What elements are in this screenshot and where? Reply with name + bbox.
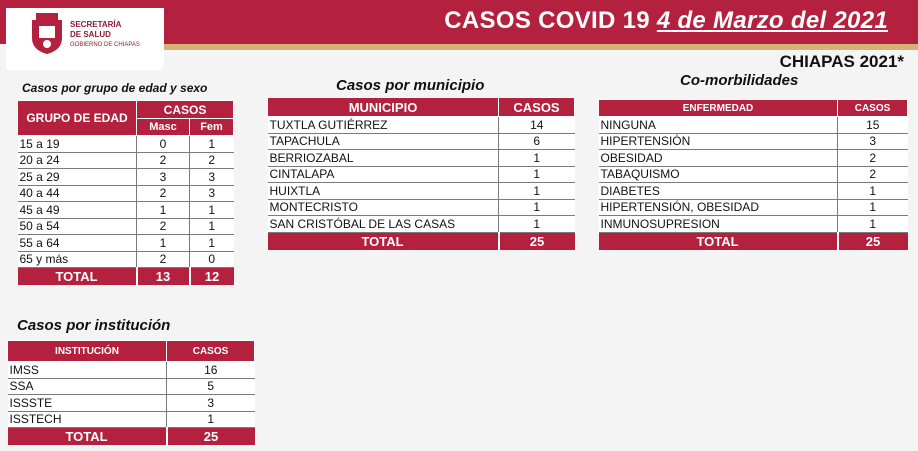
total-label: TOTAL — [8, 428, 167, 446]
municipality-cases: 1 — [499, 216, 575, 233]
table-row — [268, 183, 575, 200]
disease-cases: 3 — [838, 133, 908, 150]
institution-name: IMSS — [8, 362, 167, 379]
table-row — [599, 133, 908, 150]
total-value: 25 — [499, 232, 575, 250]
coat-of-arms-icon — [26, 10, 68, 56]
table-row — [599, 216, 908, 233]
table-row — [599, 183, 908, 200]
total-value: 25 — [838, 232, 908, 250]
logo-line-2: DE SALUD — [70, 30, 111, 39]
age-group-label: 20 a 24 — [18, 152, 137, 169]
female-count: 3 — [190, 185, 234, 202]
municipality-cases-header: CASOS — [499, 98, 575, 117]
institution-table — [7, 340, 255, 445]
cases-header: CASOS — [137, 101, 234, 119]
disease-name: HIPERTENSIÓN, OBESIDAD — [599, 199, 838, 216]
table-row — [18, 169, 234, 186]
municipality-section-title: Casos por municipio — [336, 77, 485, 94]
municipality-cases: 1 — [499, 183, 575, 200]
total-label: TOTAL — [18, 268, 137, 286]
age-group-label: 45 a 49 — [18, 202, 137, 219]
institution-cases-header: CASOS — [167, 341, 255, 362]
table-row — [18, 218, 234, 235]
disease-name: NINGUNA — [599, 117, 838, 134]
report-title — [444, 7, 888, 35]
female-count: 1 — [190, 218, 234, 235]
municipality-cases: 6 — [499, 133, 575, 150]
disease-cases: 2 — [838, 166, 908, 183]
institution-section-title: Casos por institución — [17, 317, 171, 334]
age-group-header: GRUPO DE EDAD — [18, 101, 137, 136]
table-row — [18, 152, 234, 169]
total-row — [268, 232, 575, 250]
disease-cases: 15 — [838, 117, 908, 134]
table-row — [599, 199, 908, 216]
female-count: 1 — [190, 202, 234, 219]
table-row — [268, 216, 575, 233]
institution-cases: 16 — [167, 362, 255, 379]
disease-name: TABAQUISMO — [599, 166, 838, 183]
male-count: 2 — [137, 185, 190, 202]
table-row — [8, 362, 255, 379]
male-count: 1 — [137, 235, 190, 252]
female-count: 1 — [190, 136, 234, 153]
table-row — [599, 150, 908, 167]
comorbidity-cases-header: CASOS — [838, 100, 908, 117]
municipality-name: SAN CRISTÓBAL DE LAS CASAS — [268, 216, 499, 233]
municipality-cases: 1 — [499, 150, 575, 167]
logo-text — [70, 20, 140, 50]
comorbidity-table — [598, 99, 908, 250]
table-row — [8, 378, 255, 395]
health-ministry-logo — [6, 8, 164, 70]
municipality-name: TAPACHULA — [268, 133, 499, 150]
municipality-name: MONTECRISTO — [268, 199, 499, 216]
disease-name: INMUNOSUPRESION — [599, 216, 838, 233]
header — [0, 0, 918, 78]
institution-name: ISSSTE — [8, 395, 167, 412]
disease-cases: 2 — [838, 150, 908, 167]
institution-cases: 1 — [167, 411, 255, 428]
report-date: 4 de Marzo del 2021 — [656, 7, 888, 34]
age-group-label: 65 y más — [18, 251, 137, 268]
female-count: 0 — [190, 251, 234, 268]
table-row — [268, 117, 575, 134]
table-row — [8, 411, 255, 428]
total-label: TOTAL — [599, 232, 838, 250]
age-group-label: 50 a 54 — [18, 218, 137, 235]
municipality-cases: 1 — [499, 199, 575, 216]
female-header: Fem — [190, 119, 234, 136]
municipality-name: CINTALAPA — [268, 166, 499, 183]
municipality-cases: 14 — [499, 117, 575, 134]
male-header: Masc — [137, 119, 190, 136]
table-row — [268, 133, 575, 150]
female-count: 1 — [190, 235, 234, 252]
table-row — [268, 166, 575, 183]
male-count: 0 — [137, 136, 190, 153]
gold-stripe — [160, 44, 918, 50]
male-count: 1 — [137, 202, 190, 219]
total-value: 25 — [167, 428, 255, 446]
disease-cases: 1 — [838, 199, 908, 216]
municipality-name: TUXTLA GUTIÉRREZ — [268, 117, 499, 134]
disease-cases: 1 — [838, 183, 908, 200]
male-count: 2 — [137, 218, 190, 235]
table-row — [599, 117, 908, 134]
institution-name: SSA — [8, 378, 167, 395]
table-row — [8, 395, 255, 412]
logo-line-3: GOBIERNO DE CHIAPAS — [70, 42, 140, 48]
municipality-table — [267, 97, 575, 250]
table-row — [18, 251, 234, 268]
disease-cases: 1 — [838, 216, 908, 233]
municipality-header: MUNICIPIO — [268, 98, 499, 117]
age-group-label: 55 a 64 — [18, 235, 137, 252]
age-section-title: Casos por grupo de edad y sexo — [22, 81, 208, 95]
logo-line-1: SECRETARÍA — [70, 20, 122, 29]
institution-cases: 5 — [167, 378, 255, 395]
institution-name: ISSTECH — [8, 411, 167, 428]
male-count: 2 — [137, 251, 190, 268]
age-group-label: 40 a 44 — [18, 185, 137, 202]
disease-name: DIABETES — [599, 183, 838, 200]
total-row — [599, 232, 908, 250]
disease-header: ENFERMEDAD — [599, 100, 838, 117]
table-row — [18, 202, 234, 219]
total-row — [8, 428, 255, 446]
table-row — [18, 235, 234, 252]
total-row — [18, 268, 234, 286]
table-row — [599, 166, 908, 183]
table-row — [18, 136, 234, 153]
age-sex-table — [17, 100, 234, 285]
age-group-label: 15 a 19 — [18, 136, 137, 153]
table-row — [268, 150, 575, 167]
table-row — [18, 185, 234, 202]
state-year-title: CHIAPAS 2021* — [779, 52, 904, 71]
municipality-cases: 1 — [499, 166, 575, 183]
table-row — [268, 199, 575, 216]
age-group-label: 25 a 29 — [18, 169, 137, 186]
disease-name: OBESIDAD — [599, 150, 838, 167]
municipality-name: BERRIOZABAL — [268, 150, 499, 167]
female-count: 2 — [190, 152, 234, 169]
institution-cases: 3 — [167, 395, 255, 412]
report-title-prefix: CASOS COVID 19 — [444, 7, 650, 34]
institution-header: INSTITUCIÓN — [8, 341, 167, 362]
disease-name: HIPERTENSIÓN — [599, 133, 838, 150]
total-female: 12 — [190, 268, 234, 286]
male-count: 2 — [137, 152, 190, 169]
total-male: 13 — [137, 268, 190, 286]
comorbidity-section-title: Co-morbilidades — [680, 72, 799, 89]
municipality-name: HUIXTLA — [268, 183, 499, 200]
male-count: 3 — [137, 169, 190, 186]
female-count: 3 — [190, 169, 234, 186]
total-label: TOTAL — [268, 232, 499, 250]
